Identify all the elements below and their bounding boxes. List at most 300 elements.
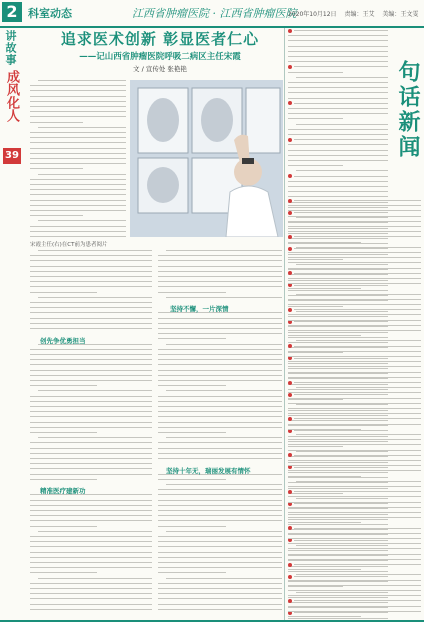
text-line	[288, 413, 421, 414]
text-line	[158, 572, 226, 573]
text-line	[288, 372, 421, 373]
text-line	[38, 578, 152, 579]
text-line	[30, 432, 97, 433]
text-line	[30, 184, 126, 185]
text-line	[288, 268, 421, 269]
text-line	[30, 101, 126, 102]
text-line	[30, 142, 126, 143]
text-line	[30, 205, 126, 206]
text-line	[30, 380, 152, 381]
text-line	[288, 205, 421, 206]
text-line	[30, 168, 83, 169]
column-topic: 成风化人	[4, 70, 19, 122]
text-line	[158, 396, 282, 397]
text-line	[294, 600, 421, 601]
text-line	[288, 288, 361, 289]
section-name: 科室动态	[28, 7, 72, 20]
text-line	[166, 297, 282, 298]
issue-number-badge: 39	[3, 148, 21, 164]
text-line	[30, 536, 152, 537]
text-line	[30, 323, 152, 324]
text-line	[166, 437, 282, 438]
column-divider	[284, 28, 285, 620]
text-line	[294, 176, 388, 177]
text-line	[288, 87, 388, 88]
section-number: 2	[2, 2, 22, 22]
text-line	[30, 370, 152, 371]
text-line	[30, 375, 152, 376]
text-line	[158, 432, 226, 433]
text-line	[158, 442, 282, 443]
text-line	[158, 604, 282, 605]
text-line	[294, 346, 421, 347]
text-line	[158, 541, 282, 542]
text-line	[288, 92, 388, 93]
text-line	[166, 578, 282, 579]
text-line	[294, 309, 421, 310]
text-line	[38, 220, 126, 221]
text-line	[158, 609, 282, 610]
subhead-4: 坚持十年无，瑞丽发展有情怀	[166, 467, 251, 475]
text-line	[30, 111, 126, 112]
text-line	[288, 507, 421, 508]
text-line	[158, 375, 282, 376]
text-line	[288, 611, 421, 612]
text-line	[296, 434, 421, 435]
text-line	[294, 418, 421, 419]
text-line	[30, 189, 126, 190]
text-line	[30, 401, 152, 402]
text-line	[288, 439, 421, 440]
column-name: 讲故事	[4, 30, 17, 66]
text-line	[288, 559, 421, 560]
text-line	[158, 260, 282, 261]
text-line	[158, 286, 282, 287]
text-line	[30, 609, 152, 610]
bullet-marker	[288, 271, 292, 275]
text-line	[30, 179, 126, 180]
text-line	[288, 299, 421, 300]
text-line	[288, 40, 388, 41]
text-line	[30, 153, 126, 154]
text-line	[166, 250, 282, 251]
text-line	[288, 314, 421, 315]
text-line	[288, 356, 421, 357]
text-line	[158, 583, 282, 584]
text-line	[288, 51, 388, 52]
text-line	[158, 292, 226, 293]
text-line	[288, 548, 421, 549]
bullet-marker	[288, 453, 292, 457]
subhead-3: 坚持不懈，一片深情	[170, 305, 229, 313]
text-line	[30, 236, 126, 237]
text-line	[294, 66, 388, 67]
text-line	[38, 531, 152, 532]
text-line	[158, 479, 226, 480]
text-line	[294, 528, 421, 529]
text-line	[38, 390, 152, 391]
text-line	[30, 604, 152, 605]
text-line	[288, 512, 421, 513]
text-line	[30, 510, 152, 511]
bullet-marker	[288, 308, 292, 312]
text-line	[288, 320, 421, 321]
text-line	[158, 562, 282, 563]
text-line	[30, 132, 126, 133]
text-line	[30, 85, 126, 86]
text-line	[288, 46, 388, 47]
text-line	[158, 276, 282, 277]
issue-date: 2020年10月12日	[288, 11, 337, 18]
text-line	[288, 408, 421, 409]
text-line	[158, 520, 282, 521]
text-line	[30, 116, 126, 117]
text-line	[288, 460, 421, 461]
text-line	[288, 150, 388, 151]
text-line	[288, 186, 388, 187]
text-line	[158, 536, 282, 537]
text-line	[30, 463, 152, 464]
text-line	[294, 236, 421, 237]
text-line	[288, 450, 421, 451]
bullet-marker	[288, 599, 292, 603]
text-line	[288, 335, 361, 336]
text-line	[166, 484, 282, 485]
text-line	[288, 242, 361, 243]
text-line	[30, 583, 152, 584]
text-line	[158, 411, 282, 412]
text-line	[158, 500, 282, 501]
bullet-marker	[288, 138, 292, 142]
bullet-marker	[288, 563, 292, 567]
text-line	[158, 364, 282, 365]
text-line	[158, 370, 282, 371]
text-line	[158, 338, 226, 339]
text-line	[288, 517, 421, 518]
text-line	[288, 181, 388, 182]
text-line	[288, 377, 421, 378]
text-line	[30, 200, 126, 201]
text-line	[30, 328, 152, 329]
text-line	[288, 606, 421, 607]
text-line	[288, 98, 388, 99]
text-line	[158, 515, 282, 516]
text-line	[288, 403, 421, 404]
text-line	[158, 281, 282, 282]
text-line	[158, 567, 282, 568]
text-line	[288, 113, 388, 114]
text-line	[158, 557, 282, 558]
text-line	[158, 354, 282, 355]
article-photo	[130, 80, 283, 237]
bullet-marker	[288, 344, 292, 348]
text-line	[30, 411, 152, 412]
text-line	[30, 526, 97, 527]
text-line	[296, 340, 421, 341]
text-line	[288, 210, 421, 211]
text-line	[30, 215, 83, 216]
text-line	[30, 292, 97, 293]
text-line	[30, 312, 152, 313]
text-line	[158, 255, 282, 256]
text-line	[288, 330, 421, 331]
text-line	[294, 382, 421, 383]
text-line	[30, 255, 152, 256]
text-line	[288, 424, 421, 425]
text-line	[288, 56, 388, 57]
article-headline: 追求医术创新 彰显医者仁心	[60, 30, 260, 48]
text-line	[30, 349, 152, 350]
text-line	[30, 271, 152, 272]
text-line	[288, 191, 388, 192]
text-line	[288, 61, 388, 62]
text-line	[158, 328, 282, 329]
text-line	[30, 260, 152, 261]
text-line	[30, 427, 152, 428]
subhead-2: 精准医疗建新功	[40, 487, 86, 495]
text-line	[158, 333, 282, 334]
text-line	[158, 546, 282, 547]
text-line	[288, 392, 421, 393]
text-line	[38, 127, 126, 128]
text-line	[158, 422, 282, 423]
text-line	[296, 481, 421, 482]
text-line	[288, 486, 421, 487]
text-line	[294, 30, 388, 31]
text-line	[30, 453, 152, 454]
text-line	[288, 543, 421, 544]
text-line	[30, 226, 126, 227]
text-line	[288, 585, 421, 586]
text-line	[30, 307, 152, 308]
text-line	[288, 226, 421, 227]
text-line	[30, 567, 152, 568]
text-line	[296, 77, 388, 78]
text-line	[288, 216, 421, 217]
text-line	[30, 442, 152, 443]
text-line	[288, 502, 421, 503]
text-line	[158, 448, 282, 449]
text-line	[288, 278, 421, 279]
text-line	[288, 82, 388, 83]
text-line	[158, 318, 282, 319]
text-line	[30, 562, 152, 563]
text-line	[30, 122, 83, 123]
text-line	[158, 552, 282, 553]
text-line	[30, 474, 152, 475]
text-line	[166, 390, 282, 391]
text-line	[296, 247, 421, 248]
doctor-reading-xray-image	[130, 80, 283, 237]
bullet-marker	[288, 29, 292, 33]
text-line	[288, 165, 343, 166]
bullet-marker	[288, 174, 292, 178]
text-line	[294, 455, 421, 456]
text-line	[288, 231, 421, 232]
text-line	[294, 139, 388, 140]
text-line	[288, 590, 421, 591]
text-line	[288, 616, 361, 617]
proof-label: 美编：王文雯	[382, 11, 419, 18]
text-line	[296, 294, 421, 295]
text-line	[158, 359, 282, 360]
text-line	[288, 283, 421, 284]
text-line	[288, 444, 421, 445]
bullet-marker	[288, 490, 292, 494]
text-line	[288, 325, 421, 326]
text-line	[294, 200, 421, 201]
text-line	[30, 276, 152, 277]
text-line	[38, 297, 152, 298]
text-line	[288, 522, 361, 523]
text-line	[288, 155, 388, 156]
text-line	[158, 526, 226, 527]
text-line	[288, 252, 421, 253]
text-line	[158, 494, 282, 495]
text-line	[288, 108, 388, 109]
text-line	[30, 468, 152, 469]
text-line	[288, 134, 388, 135]
text-line	[288, 470, 421, 471]
text-line	[288, 496, 421, 497]
text-line	[288, 221, 421, 222]
text-line	[166, 531, 282, 532]
text-line	[158, 598, 282, 599]
news-briefs-list-lower	[288, 200, 421, 618]
text-line	[38, 437, 152, 438]
text-line	[30, 552, 152, 553]
text-line	[30, 106, 126, 107]
text-line	[38, 174, 126, 175]
sidebar-title-text: 句话新闻	[395, 60, 420, 160]
text-line	[288, 361, 421, 362]
text-line	[158, 349, 282, 350]
bullet-marker	[288, 101, 292, 105]
text-line	[30, 385, 97, 386]
text-line	[30, 500, 152, 501]
text-line	[294, 564, 421, 565]
text-line	[30, 302, 152, 303]
text-line	[288, 538, 421, 539]
text-line	[158, 453, 282, 454]
text-line	[288, 118, 343, 119]
text-line	[288, 262, 421, 263]
text-line	[158, 401, 282, 402]
text-line	[30, 158, 126, 159]
text-line	[288, 304, 421, 305]
text-line	[30, 422, 152, 423]
text-line	[158, 416, 282, 417]
text-line	[30, 359, 152, 360]
bullet-marker	[288, 381, 292, 385]
text-line	[30, 598, 152, 599]
text-line	[30, 90, 126, 91]
text-line	[158, 406, 282, 407]
text-line	[288, 35, 388, 36]
text-line	[158, 380, 282, 381]
text-line	[30, 458, 152, 459]
text-line	[30, 286, 152, 287]
text-line	[30, 541, 152, 542]
text-line	[30, 163, 126, 164]
text-line	[158, 266, 282, 267]
editor-label: 责编：王艾	[344, 11, 375, 18]
text-line	[158, 489, 282, 490]
sidebar-title	[392, 60, 422, 160]
photo-caption: 宋霞主任(右)在CT前为患者阅片	[30, 242, 108, 248]
text-line	[158, 593, 282, 594]
bullet-marker	[288, 526, 292, 530]
bullet-marker	[288, 417, 292, 421]
text-line	[30, 194, 126, 195]
text-line	[30, 210, 126, 211]
text-line	[30, 572, 97, 573]
text-line	[288, 129, 388, 130]
text-line	[30, 354, 152, 355]
text-line	[30, 479, 97, 480]
text-line	[288, 72, 343, 73]
text-line	[158, 271, 282, 272]
masthead: 江西省肿瘤医院 · 江西省肿瘤医院	[132, 7, 297, 20]
text-line	[30, 546, 152, 547]
column-banner	[2, 30, 22, 140]
text-line	[30, 593, 152, 594]
text-line	[30, 148, 126, 149]
text-line	[288, 160, 388, 161]
text-line	[288, 398, 421, 399]
text-line	[38, 250, 152, 251]
text-line	[38, 80, 126, 81]
text-line	[296, 170, 388, 171]
text-line	[296, 574, 421, 575]
text-line	[30, 266, 152, 267]
text-line	[288, 351, 421, 352]
text-line	[288, 580, 421, 581]
text-line	[30, 505, 152, 506]
text-line	[288, 554, 421, 555]
text-line	[288, 595, 421, 596]
text-line	[30, 416, 152, 417]
text-line	[30, 396, 152, 397]
text-line	[30, 588, 152, 589]
text-line	[166, 344, 282, 345]
text-line	[288, 533, 421, 534]
text-line	[294, 491, 421, 492]
text-line	[288, 465, 421, 466]
text-line	[288, 569, 361, 570]
text-line	[158, 505, 282, 506]
text-line	[30, 406, 152, 407]
text-line	[158, 323, 282, 324]
text-line	[288, 429, 361, 430]
text-line	[294, 273, 421, 274]
text-line	[158, 458, 282, 459]
article-byline: 文 / 宣传处 张艳艳	[133, 65, 187, 73]
text-line	[294, 103, 388, 104]
text-line	[288, 257, 421, 258]
text-line	[30, 520, 152, 521]
issue-meta	[288, 9, 424, 18]
text-line	[158, 427, 282, 428]
text-line	[30, 318, 152, 319]
article-subheadline: ——记山西省肿瘤医院呼吸二病区主任宋霞	[79, 52, 241, 62]
text-line	[30, 231, 126, 232]
text-line	[30, 364, 152, 365]
text-line	[30, 515, 152, 516]
bullet-marker	[288, 65, 292, 69]
text-line	[288, 366, 421, 367]
body-text-left-upper	[30, 80, 126, 240]
